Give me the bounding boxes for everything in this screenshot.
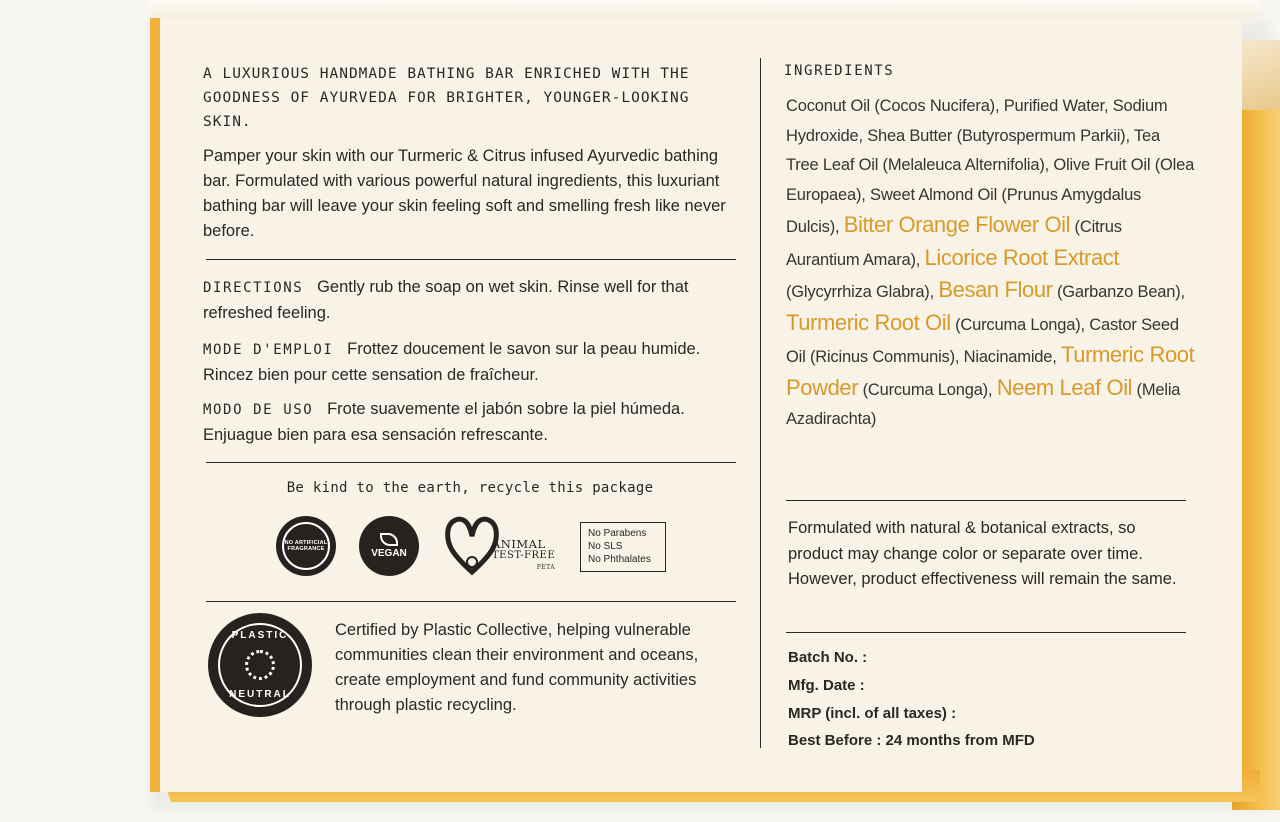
product-tagline: A LUXURIOUS HANDMADE BATHING BAR ENRICHED WITH THE GOODNESS OF AYURVEDA FOR BRIGHTER, YOUNGER-LOOKING SKIN.	[203, 66, 690, 130]
free-from-badge	[580, 522, 666, 572]
test-free-label: TEST-FREE	[492, 550, 556, 561]
turtle-icon	[245, 650, 275, 680]
ingredient-highlight: Besan Flour	[938, 277, 1053, 302]
plastic-label: PLASTIC	[231, 630, 289, 641]
ingredient-highlight: Turmeric Root Oil	[786, 309, 951, 335]
no-artificial-fragrance-icon	[276, 516, 336, 576]
mrp: MRP (incl. of all taxes) :	[788, 705, 957, 722]
product-description: Pamper your skin with our Turmeric & Citrus infused Ayurvedic bathing bar. Formulated with various powerful natural ingredients, this luxuriant bathing bar will leave your skin feeling soft and smelling fresh like never before.	[203, 147, 726, 240]
no-phthalates-label: No Phthalates	[588, 554, 651, 565]
certification-text: Certified by Plastic Collective, helping vulnerable communities clean their environment and oceans, create employment and fund community activities through plastic recycling.	[335, 621, 699, 714]
ingredient-highlight: Turmeric Root Powder	[786, 342, 1195, 400]
ingredients-list	[786, 92, 1196, 435]
leaf-icon	[380, 533, 398, 546]
ingredient-text: (Citrus Aurantium Amara),	[786, 218, 1122, 269]
recycle-message: Be kind to the earth, recycle this package	[286, 480, 654, 496]
plastic-neutral-ring	[218, 623, 302, 707]
directions-heading-fr: MODE D'EMPLOI	[203, 342, 334, 358]
package-top-edge	[150, 0, 1260, 18]
animal-test-free-label	[492, 538, 555, 574]
directions-heading: DIRECTIONS	[203, 280, 304, 296]
divider-line	[786, 500, 1186, 501]
directions-english	[203, 275, 743, 326]
vegan-label: VEGAN	[371, 548, 407, 559]
ingredient-highlight: Neem Leaf Oil	[996, 374, 1133, 400]
no-parabens-label: No Parabens	[588, 528, 647, 539]
vegan-icon	[359, 516, 419, 576]
no-sls-label: No SLS	[588, 541, 623, 552]
ingredient-text: (Glycyrrhiza Glabra),	[786, 283, 939, 301]
ingredient-text: (Melia Azadirachta)	[786, 380, 1181, 428]
manufacture-date: Mfg. Date :	[788, 677, 865, 694]
ingredient-highlight: Licorice Root Extract	[924, 244, 1120, 270]
divider-line	[206, 462, 736, 463]
ingredient-text: Coconut Oil (Cocos Nucifera), Purified Water, Sodium Hydroxide, Shea Butter (Butyrospermum Parkii), Tea Tree Leaf Oil (Melaleuca Alternifolia), Olive Fruit Oil (Olea Europaea), Sweet Almond Oil (Prunus Amygdalus Dulcis),	[786, 97, 1195, 236]
divider-line	[786, 632, 1186, 633]
divider-line	[206, 601, 736, 602]
ingredient-text: (Garbanzo Bean),	[1052, 283, 1185, 301]
no-fragrance-label: NO ARTIFICIAL FRAGRANCE	[282, 522, 330, 570]
ingredients-heading: INGREDIENTS	[784, 63, 895, 79]
column-divider	[760, 58, 761, 748]
directions-text-es: Frote suavemente el jabón sobre la piel húmeda. Enjuague bien para esa sensación refrescante.	[203, 400, 685, 444]
ingredient-highlight: Bitter Orange Flower Oil	[843, 212, 1071, 237]
directions-text: Gently rub the soap on wet skin. Rinse well for that refreshed feeling.	[203, 278, 689, 322]
product-note: Formulated with natural & botanical extracts, so product may change color or separate over time. However, product effectiveness will remain the same.	[788, 519, 1177, 588]
ingredient-text: (Curcuma Longa), Castor Seed Oil (Ricinus Communis), Niacinamide,	[786, 315, 1179, 366]
neutral-label: NEUTRAL	[229, 689, 291, 700]
divider-line	[206, 259, 736, 260]
directions-text-fr: Frottez doucement le savon sur la peau humide. Rincez bien pour cette sensation de fraîcheur.	[203, 340, 701, 384]
best-before: Best Before : 24 months from MFD	[788, 732, 1035, 749]
peta-label: PETA	[536, 564, 556, 571]
directions-spanish	[203, 397, 743, 448]
animal-label: ANIMAL	[492, 537, 546, 551]
directions-french	[203, 337, 743, 388]
directions-heading-es: MODO DE USO	[203, 402, 314, 418]
batch-number: Batch No. :	[788, 649, 868, 666]
ingredient-text: (Curcuma Longa),	[858, 380, 997, 399]
animal-test-free-icon	[444, 514, 560, 580]
plastic-neutral-icon	[208, 613, 312, 717]
